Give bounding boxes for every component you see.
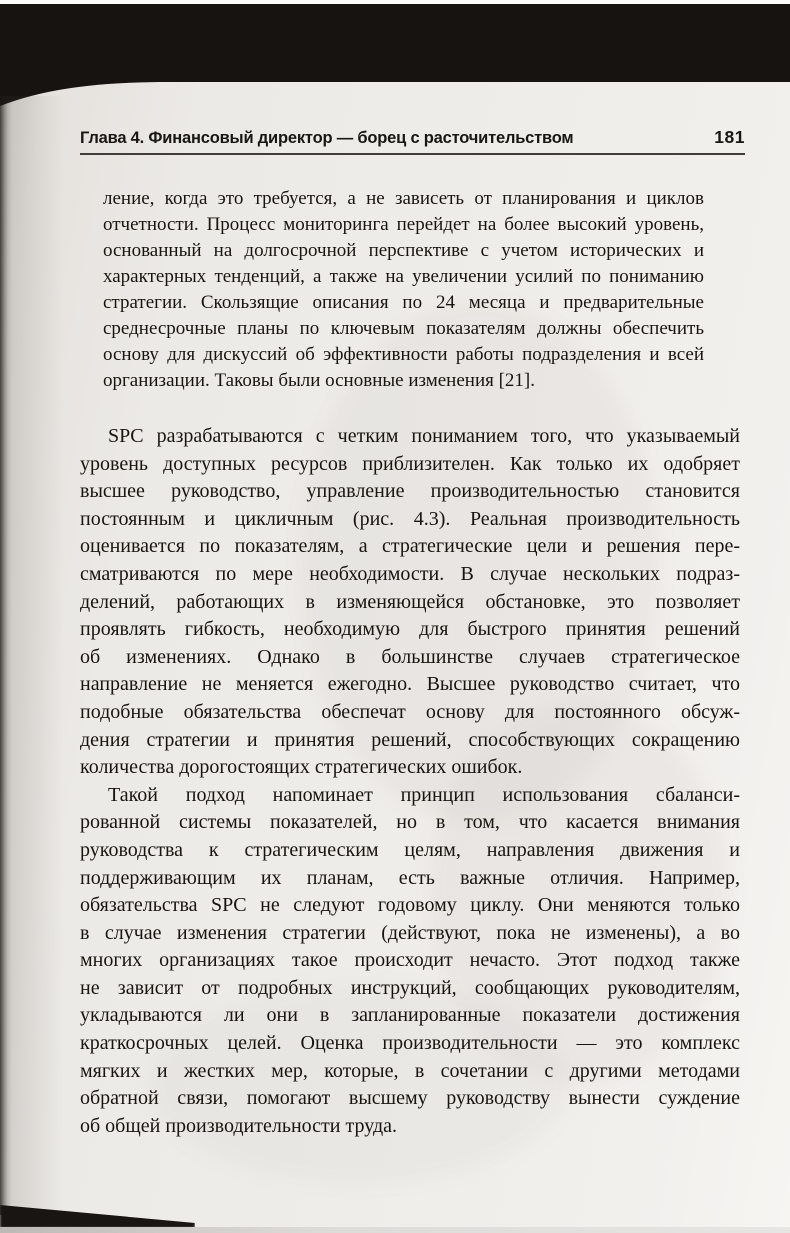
text-line: стратегии. Скользящие описания по 24 месяца и предварительные [103, 292, 704, 313]
page-number: 181 [714, 127, 745, 147]
text-line: отчетности. Процесс мониторинга перейдет на более высокий уровень, [103, 214, 704, 235]
text-line: сматриваются по мере необходимости. В случае нескольких подраз- [80, 562, 740, 585]
text-line: многих организациях такое происходит нечасто. Этот подход также [80, 949, 740, 972]
text-line: количества дорогостоящих стратегических ошибок. [80, 756, 523, 779]
text-line: направление не меняется ежегодно. Высшее руководство считает, что [80, 673, 740, 696]
text-line: рованной системы показателей, но в том, что касается внимания [80, 811, 740, 834]
text-line: оценивается по показателям, а стратегические цели и решения пере- [80, 535, 740, 558]
text-line: уровень доступных ресурсов приблизителен. Как только их одобряет [80, 452, 740, 475]
text-line: дения стратегии и принятия решений, способствующих сокращению [80, 728, 740, 751]
text-line: характерных тенденций, а также на увеличении усилий по пониманию [103, 266, 704, 287]
running-head [80, 127, 745, 155]
text-line: об общей производительности труда. [80, 1114, 398, 1137]
paragraph [80, 423, 740, 782]
text-line: основу для дискуссий об эффективности работы подразделения и всей [103, 344, 704, 365]
text-line: SPC разрабатываются с четким пониманием того, что указываемый [108, 425, 740, 447]
text-line: поддерживающим их планам, есть важные отличия. Например, [80, 866, 740, 889]
text-line: обратной связи, помогают высшему руководству вынести суждение [80, 1087, 740, 1110]
text-line: укладываются ли они в запланированные показатели достижения [80, 1004, 740, 1027]
text-line: делений, работающих в изменяющейся обстановке, это позволяет [80, 590, 740, 613]
binding-edge [0, 96, 12, 1215]
text-line: Такой подход напоминает принцип использования сбаланси- [108, 783, 740, 806]
chapter-title: Глава 4. Финансовый директор — борец с расточительством [80, 129, 574, 147]
scan-top-edge [0, 0, 790, 5]
text-line: высшее руководство, управление производительностью становится [80, 480, 740, 503]
text-line: подобные обязательства обеспечат основу для постоянного обсуж- [80, 700, 740, 723]
text-line: ление, когда это требуется, а не зависеть от планирования и циклов [103, 188, 704, 209]
text-line: обязательства SPC не следуют годовому циклу. Они меняются только [80, 894, 740, 917]
text-line: основанный на долгосрочной перспективе с учетом исторических и [103, 240, 704, 261]
text-line: среднесрочные планы по ключевым показателям должны обеспечить [103, 318, 704, 339]
text-line: организации. Таковы были основные изменения [21]. [103, 370, 536, 391]
text-line: не зависит от подробных инструкций, сообщающих руководителям, [80, 976, 740, 999]
paragraph [80, 782, 740, 1141]
text-line: проявлять гибкость, необходимую для быстрого принятия решений [80, 618, 740, 641]
scan-bottom-edge [0, 1227, 790, 1233]
text-line: краткосрочных целей. Оценка производительности — это комплекс [80, 1032, 740, 1055]
body-text [80, 186, 740, 1140]
text-line: об изменениях. Однако в большинстве случаев стратегическое [80, 645, 740, 668]
paragraph [103, 186, 704, 394]
text-line: мягких и жестких мер, которые, в сочетании с другими методами [80, 1059, 740, 1082]
text-line: руководства к стратегическим целям, направления движения и [80, 838, 740, 861]
text-line: в случае изменения стратегии (действуют, пока не изменены), а во [80, 921, 740, 944]
text-line: постоянным и цикличным (рис. 4.3). Реальная производительность [80, 507, 740, 530]
